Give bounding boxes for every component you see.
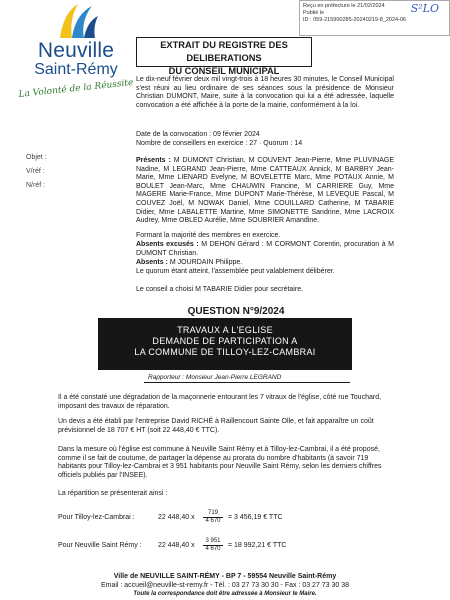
absents-block <box>136 259 242 268</box>
subject-line-1: TRAVAUX A L'EGLISE <box>177 325 273 335</box>
formula-neuville-label: Pour Neuville Saint Rémy : <box>58 542 142 549</box>
logo-name: Neuville <box>37 39 115 62</box>
stamp-id: ID : 059-215900285-20240219-8_2024-06 <box>303 17 407 23</box>
formula-tilloy-base: 22 448,40 x <box>158 514 195 521</box>
presents-label: Présents : <box>136 157 171 164</box>
formula-tilloy-label: Pour Tilloy-lez-Cambrai : <box>58 514 135 521</box>
page-footer <box>20 572 430 599</box>
subject-line-2: DEMANDE DE PARTICIPATION A <box>152 336 298 346</box>
subject-box <box>98 318 352 370</box>
absents-list: M JOURDAIN Philippe. <box>169 259 243 266</box>
stamp-received: Reçu en préfecture le 21/02/2024 <box>303 3 385 9</box>
label-visa: V/réf : <box>26 168 45 175</box>
subject-line-3: LA COMMUNE DE TILLOY-LEZ-CAMBRAI <box>134 347 316 357</box>
formula-neuville-base: 22 448,40 x <box>158 542 195 549</box>
convocation-date: Date de la convocation : 09 février 2024 <box>136 131 260 138</box>
formula-tilloy-result: = 3 456,19 € TTC <box>228 514 283 521</box>
formula-neuville-fraction <box>203 538 223 553</box>
stamp-published: Publié le <box>303 10 325 16</box>
formula-neuville-result: = 18 992,21 € TTC <box>228 542 287 549</box>
intro-paragraph: Le dix-neuf février deux mil vingt-trois à 18 heures 30 minutes, le Conseil Municipal s'est réuni au lieu ordinaire de ses séances sous la présidence de Monsieur Christian DUMONT, Maire, suite à la convocation qui lui a été adressée, laquelle convocation a été affichée à la porte de la mairie, conformément à la loi. <box>136 76 394 109</box>
excuses-block <box>136 241 394 258</box>
logo-swoosh-icon <box>56 2 98 40</box>
title-line-1: EXTRAIT DU REGISTRE DES DELIBERATIONS <box>160 40 288 63</box>
title-line-2: DU CONSEIL MUNICIPAL <box>168 66 280 76</box>
logo-motto: La Volonté de la Réussite <box>18 78 134 100</box>
secretary-line: Le conseil a choisi M TABARIE Didier pour secrétaire. <box>136 286 304 293</box>
absents-label: Absents : <box>136 259 168 266</box>
quorum-line: Le quorum étant atteint, l'assemblée peut valablement délibérer. <box>136 268 335 275</box>
formula-tilloy-fraction <box>203 510 223 525</box>
formula-tilloy-num: 719 <box>203 510 223 518</box>
municipal-logo <box>20 2 132 122</box>
presents-list: M DUMONT Christian, M COUVENT Jean-Pierre, Mme PLUVINAGE Nadine, M LEGRAND Jean-Pierre, Mme CATTEAUX Annick, M BARBRY Jean-Marie, Mme LIENARD Evelyne, M BOVELETTE Marc, Mme POTAUX Annie, M BOULET Jean-Marc, Mme CHAUWIN Francine, M CARRIERE Guy, Mme MAGERE Marie-France, Mme DUPONT Marie-Thérèse, M LEVEQUE Pascal, M COUVEZ Joël, M NOWAK Daniel, Mme COUILLARD Catherine, M TABARIE Didier, Mme LABALETTE Martine, Mme SIMONETTE Sandrine, Mme LACROIX Audrey, Mme OBLED Aurélie, Mme SOUBRIER Amandine. <box>136 157 394 225</box>
question-number: QUESTION N°9/2024 <box>176 306 296 319</box>
excuses-label: Absents excusés : <box>136 241 199 248</box>
document-title <box>136 37 312 76</box>
footer-note: Toute la correspondance doit être adressée à Monsieur le Maire. <box>133 591 317 597</box>
paragraph-2: Un devis a été établi par l'entreprise David RICHÉ à Raillencourt Sainte Olle, et fait apparaître un coût prévisionnel de 18 707 € HT (soit 22 448,40 € TTC). <box>58 418 374 434</box>
paragraph-1: Il a été constaté une dégradation de la maçonnerie entourant les 7 vitraux de l'église, côté rue Touchard, imposant des travaux de réparation. <box>58 394 382 410</box>
formula-tilloy <box>58 510 358 530</box>
logo-subname: Saint-Rémy <box>34 61 118 78</box>
prefecture-stamp <box>299 0 450 36</box>
stamp-signature: S²LO <box>410 2 439 15</box>
formula-neuville-den: 4 670 <box>205 546 221 552</box>
rapporteur: Rapporteur : Monsieur Jean-Pierre LEGRAND <box>144 374 350 383</box>
label-nref: N/réf : <box>26 182 46 189</box>
repartition-line: La répartition se présenterait ainsi : <box>58 490 168 497</box>
councillor-count: Nombre de conseillers en exercice : 27 · Quorum : 14 <box>136 140 303 147</box>
label-objet: Objet : <box>26 154 47 161</box>
footer-contact: Email : accueil@neuville-st-remy.fr - Tél. : 03 27 73 30 30 - Fax : 03 27 73 30 38 <box>100 582 350 589</box>
footer-address: Ville de NEUVILLE SAINT-RÉMY - BP 7 - 59554 Neuville Saint-Rémy <box>113 573 337 580</box>
paragraph-3: Dans la mesure où l'église est commune à Neuville Saint Rémy et à Tilloy-lez-Cambrai, il a été proposé, comme il se fait de coutume, de partager la dépense au prorata du nombre d'habitants (à savoir 719 habitants pour Tilloy-lez-Cambrai et 3 951 habitants pour Neuville Saint Rémy, selon les derniers chiffres officiels publiés par l'INSEE). <box>58 446 382 479</box>
majority-line: Formant la majorité des membres en exercice. <box>136 232 281 239</box>
presents-block <box>136 157 394 226</box>
formula-neuville-num: 3 951 <box>203 538 223 546</box>
formula-tilloy-den: 4 670 <box>205 518 221 524</box>
excuses-list: M DEHON Gérard : M CORMONT Corentin, procuration à M DUMONT Christian. <box>136 241 394 257</box>
formula-neuville <box>58 538 358 558</box>
